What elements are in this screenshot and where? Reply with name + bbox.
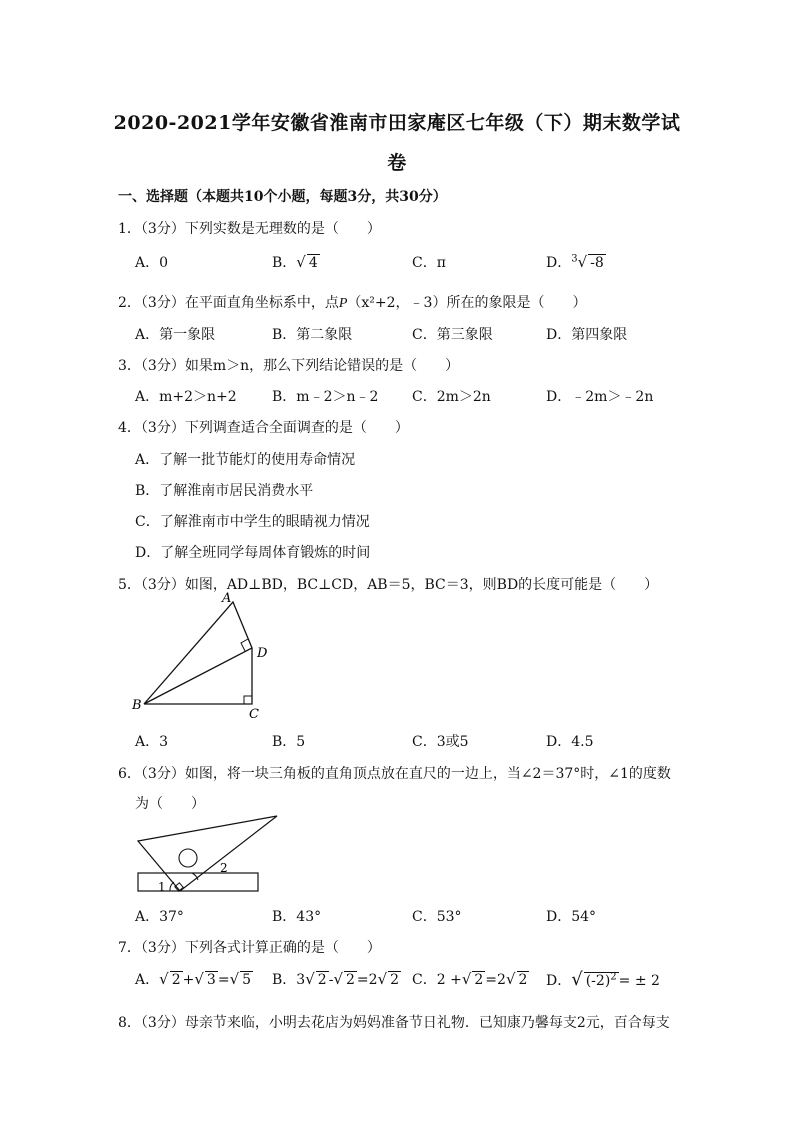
q7-option-b: B．3√ 2 -√ 2 =2√ 2 xyxy=(272,970,400,988)
q2-option-a: A．第一象限 xyxy=(135,327,216,343)
q2-point-var: P xyxy=(338,296,348,311)
q7-c-letter: C． xyxy=(412,972,437,988)
question-3-stem: 3．（3分）如果m＞n，那么下列结论错误的是（ ） xyxy=(118,358,460,374)
q7-d-exponent: 2 xyxy=(610,971,617,983)
q7-c-eq: =2 xyxy=(485,972,506,988)
q4-option-a: A．了解一批节能灯的使用寿命情况 xyxy=(135,452,356,468)
q7-a-result: 5 xyxy=(242,972,252,988)
q7-d-letter: D． xyxy=(546,973,572,989)
q4-option-c: C．了解淮南市中学生的眼睛视力情况 xyxy=(135,514,370,530)
q4-option-d: D．了解全班同学每周体育锻炼的时间 xyxy=(135,545,371,561)
label-a: A xyxy=(222,591,232,606)
q2-stem-pre: 2．（3分）在平面直角坐标系中，点 xyxy=(118,295,339,311)
root-index: 3 xyxy=(571,253,578,265)
angle-label-2: 2 xyxy=(220,861,228,875)
q7-c-term: 2 xyxy=(474,972,484,988)
q7-option-c: C．2 +√ 2 =2√ 2 xyxy=(412,970,528,988)
q7-b-letter: B． xyxy=(272,972,297,988)
label-d: D xyxy=(257,646,268,661)
q7-c-result: 2 xyxy=(518,972,528,988)
q7-d-radicand xyxy=(584,972,619,989)
q4-option-b: B．了解淮南市居民消费水平 xyxy=(135,483,314,499)
q7-b-eq: =2 xyxy=(356,972,378,988)
paper-title-line1: 2020-2021学年安徽省淮南市田家庵区七年级（下）期末数学试 xyxy=(113,112,681,134)
q7-b-term2: 2 xyxy=(346,972,355,988)
q1-option-d-letter: D． xyxy=(546,255,572,271)
q1-option-b-letter: B． xyxy=(272,255,297,271)
angle-label-1: 1 xyxy=(158,880,166,894)
q7-a-plus: + xyxy=(182,972,195,988)
q1-option-b xyxy=(272,252,320,272)
label-c: C xyxy=(249,707,259,722)
question-5-stem: 5．（3分）如图，AD⊥BD，BC⊥CD，AB＝5，BC＝3，则BD的长度可能是（ ） xyxy=(118,577,659,593)
q7-c-lead: 2 + xyxy=(436,972,462,988)
q7-d-result: = ± 2 xyxy=(618,973,660,989)
q1-option-d: D．$^3$√ -8 xyxy=(546,253,604,271)
label-b: B xyxy=(132,698,142,713)
q3-option-c: C．2m＞2n xyxy=(412,389,491,405)
q3-option-b: B．m﹣2＞n﹣2 xyxy=(272,389,379,405)
question-7-stem: 7．（3分）下列各式计算正确的是（ ） xyxy=(118,940,381,956)
q1-option-c: C．π xyxy=(412,255,446,271)
right-angle-mark-d xyxy=(241,639,248,651)
question-2-stem xyxy=(118,292,586,312)
question-4-stem: 4．（3分）下列调查适合全面调查的是（ ） xyxy=(118,420,409,436)
q6-ruler-triangle-figure xyxy=(136,812,286,898)
sqrt-expression: √ 4 xyxy=(296,253,318,271)
q6-option-c: C．53° xyxy=(412,909,462,925)
q7-a-term2: 3 xyxy=(206,972,216,988)
q7-b-minus: - xyxy=(328,972,334,988)
triangle-abd xyxy=(144,602,252,704)
q5-option-b: B．5 xyxy=(272,734,306,750)
q2-stem-rest: （x²+2，﹣3）所在的象限是（ ） xyxy=(347,295,587,311)
q6-option-b: B．43° xyxy=(272,909,322,925)
q7-a-term1: 2 xyxy=(171,972,181,988)
q7-b-result: 2 xyxy=(390,972,400,988)
q1-option-a: A．0 xyxy=(135,255,169,271)
ruler xyxy=(138,873,258,891)
q7-option-d: D．√ $(-2)^2$ = ± 2 xyxy=(546,969,660,990)
question-8-stem: 8．（3分）母亲节来临，小明去花店为妈妈准备节日礼物．已知康乃馨每支2元，百合每支 xyxy=(118,1015,670,1031)
q5-option-a: A．3 xyxy=(135,734,169,750)
q5-option-d: D．4.5 xyxy=(546,734,594,750)
sqrt-radicand: 4 xyxy=(308,255,318,271)
q7-option-a: A．√ 2 +√ 3 =√ 5 xyxy=(135,970,252,988)
set-square-hole xyxy=(179,849,197,867)
paper-title-line2: 卷 xyxy=(387,152,407,174)
q5-triangle-figure xyxy=(130,590,280,720)
right-angle-mark-c xyxy=(244,696,252,704)
question-1-stem: 1．（3分）下列实数是无理数的是（ ） xyxy=(118,221,381,237)
q7-b-coef: 3 xyxy=(296,972,306,988)
q7-d-base: (-2) xyxy=(585,973,611,989)
q2-option-d: D．第四象限 xyxy=(546,327,628,343)
q2-option-b: B．第二象限 xyxy=(272,327,353,343)
q3-option-d: D．﹣2m＞﹣2n xyxy=(546,389,654,405)
q7-a-eq: = xyxy=(217,972,230,988)
question-6-stem: 6．（3分）如图，将一块三角板的直角顶点放在直尺的一边上，当∠2＝37°时，∠1的度数 xyxy=(118,766,671,782)
q2-option-c: C．第三象限 xyxy=(412,327,493,343)
q7-b-term1: 2 xyxy=(317,972,327,988)
q6-option-a: A．37° xyxy=(135,909,184,925)
cube-root-radicand: -8 xyxy=(590,255,604,271)
q5-option-c: C．3或5 xyxy=(412,734,469,750)
question-6-stem-line2: 为（ ） xyxy=(135,796,205,812)
section-heading: 一、选择题（本题共10个小题，每题3分，共30分） xyxy=(118,189,447,205)
q6-option-d: D．54° xyxy=(546,909,597,925)
q7-a-letter: A． xyxy=(135,972,160,988)
q3-option-a: A．m+2＞n+2 xyxy=(135,389,237,405)
